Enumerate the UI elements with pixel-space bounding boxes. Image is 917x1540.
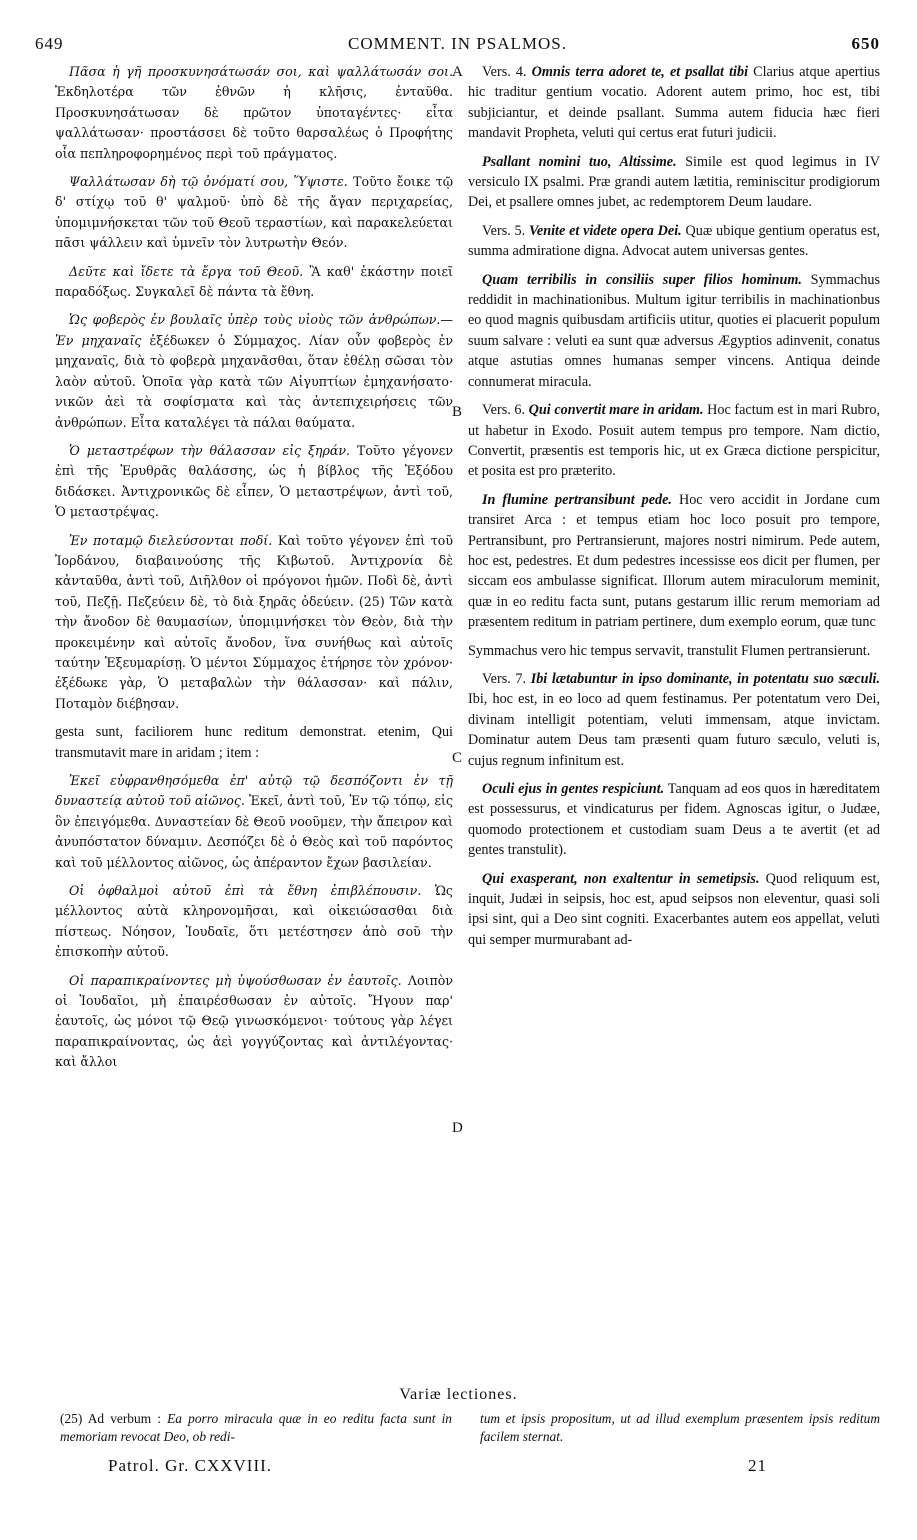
commentary-text: Symmachus reddidit in machinationibus. Multum igitur terribilis in machinationbus eo quod magnis quibusdam artificiis utitur, quoties ei placuerit populum suum salvare : veluti ea sunt quæ adversus Ægyptios adinvenit, conatus atque astutias omnes humanas semper vincens. Antiqua deinde connumerat miracula. bbox=[468, 271, 880, 390]
lemma: Ὡς φοβερὸς ἐν βουλαῖς ὑπὲρ τοὺς υἱοὺς τῶν ἀνθρώπων.—Ἐν μηχαναῖς bbox=[55, 312, 453, 348]
lemma: Πᾶσα ἡ γῆ προσκυνησάτωσάν σοι, καὶ ψαλλάτωσάν σοι. bbox=[69, 64, 453, 79]
margin-letter-c: C bbox=[452, 750, 463, 766]
latin-column bbox=[468, 62, 880, 1387]
paragraph bbox=[55, 722, 453, 763]
lemma: Δεῦτε καὶ ἴδετε τὰ ἔργα τοῦ Θεοῦ. bbox=[69, 263, 304, 279]
paragraph bbox=[468, 221, 880, 262]
lemma: Οἱ ὀφθαλμοὶ αὐτοῦ ἐπὶ τὰ ἔθνη ἐπιβλέπουσιν. bbox=[69, 883, 422, 899]
running-title: COMMENT. IN PSALMOS. bbox=[348, 34, 567, 53]
commentary-text: gesta sunt, faciliorem hunc reditum demonstrat. etenim, Qui transmutavit mare in aridam ; item : bbox=[55, 724, 453, 761]
commentary-text: Καὶ τοῦτο γέγονεν ἐπὶ τοῦ Ἰορδάνου, διαβαινούσης τῆς Κιβωτοῦ. Ἀντιχρονία δὲ κἀνταῦθα, ἀντὶ τοῦ, Διῆλθον οἱ πρόγονοι ἡμῶν. Ποδὶ δὲ, ἀντὶ τοῦ, Πεζῇ. Πεζεύειν δὲ, τὸ διὰ ξηρᾶς ὁδεύειν. (25) Τῶν κατὰ τὴν ἄνοδον δὲ θαυμασίων, ὑπομιμνήσκει τὸν Θεὸν, διὰ τὴν προκειμένην καὶ αὐτοῖς ἄνοδον, ἵνα συνήθως καὶ αὐτοῖς ταύτην Ἐξευμαρίσῃ. Ὁ μέντοι Σύμμαχος ἐτήρησε τὸν χρόνον· ἐξέδωκε γὰρ, Ὁ μεταβαλὼν τὴν θάλασσαν· καὶ πάλιν, Ποταμὸν διέβησαν. bbox=[55, 532, 453, 711]
lemma: Quam terribilis in consiliis super filios hominum. bbox=[482, 271, 802, 288]
paragraph bbox=[55, 881, 453, 963]
commentary-text: Τοῦτο ἔοικε τῷ δ' στίχῳ τοῦ θ' ψαλμοῦ· ὑπὸ δὲ τῆς ἄγαν περιχαρείας, ὑπομιμνήσκεται τῶν τοῦ Θεοῦ τεραστίων, καὶ παρακελεύεται πᾶσι ψάλλειν καὶ ὑμνεῖν τὸν λυτρωτὴν Θεόν. bbox=[55, 174, 453, 251]
paragraph bbox=[468, 62, 880, 144]
paragraph bbox=[468, 152, 880, 213]
lemma: Ibi lætabuntur in ipso dominante, in potentatu suo sæculi. bbox=[530, 670, 880, 687]
commentary-text: Quæ ubique gentium operatus est, summa admiratione digna. Advocat autem universas gentes. bbox=[468, 222, 880, 260]
commentary-text: Quod reliquum est, inquit, Judæi in seipsis, hoc est, apud seipsos non eleventur, quasi soli ipsi sint, qui a Deo sint cogniti. Exacerbantes autem eos appellat, veluti qui semper murmurabant ad- bbox=[468, 870, 880, 948]
footnote-left-text: Ea porro miracula quæ in eo reditu facta sunt in memoriam revocat Deo, ob redi- bbox=[60, 1411, 452, 1444]
page-number-left: 649 bbox=[35, 34, 64, 53]
commentary-text: Simile est quod legimus in IV versiculo IX psalmi. Præ grandi autem lætitia, reminiscitur prodigiorum Dei, et psallere omnes jubet, ac redemptorem Deum laudare. bbox=[468, 153, 880, 211]
footer-signature: 21 bbox=[748, 1456, 767, 1475]
lemma: Ψαλλάτωσαν δὴ τῷ ὀνόματί σου, Ὕψιστε. bbox=[69, 174, 348, 190]
lemma: Oculi ejus in gentes respiciunt. bbox=[482, 781, 665, 797]
paragraph bbox=[468, 270, 880, 392]
page-header bbox=[35, 34, 880, 56]
paragraph bbox=[55, 441, 453, 523]
commentary-text: Tanquam ad eos quos in hæreditatem est possessurus, et vindicaturus per fidem. Agnoscas igitur, o Judæe, quomodo protectionem et custodiam suam Deus a te avertit (et ad gentes transtulit). bbox=[468, 781, 880, 859]
lemma: Qui exasperant, non exaltentur in semetipsis. bbox=[482, 870, 760, 887]
verse-number: Vers. 4. bbox=[482, 64, 527, 80]
lemma: Qui convertit mare in aridam. bbox=[528, 402, 704, 419]
page-number-right: 650 bbox=[851, 34, 880, 53]
footer-volume: Patrol. Gr. CXXVIII. bbox=[108, 1456, 273, 1475]
paragraph bbox=[55, 310, 453, 432]
footnote-number: (25) Ad verbum : bbox=[60, 1411, 161, 1426]
commentary-text: Hoc vero accidit in Jordane cum transiret Arca : et tempus etiam hoc loco posuit pro tempore, Pertransibunt, pro Pertransierunt, majores nostri nimirum. Pede autem, hoc est, pedestres. Et dum pedestres incessisse eos dicit per flumen, per siccam eos ambulasse significat. Illorum autem miraculorum meminit, quæ in eo reditu facta sunt, putans gestarum illic rerum memoriam ad præsentem reditum in patriam pertinere, dum exemplo eorum, quæ tunc bbox=[468, 491, 880, 631]
lemma: Psallant nomini tuo, Altissime. bbox=[482, 153, 677, 170]
paragraph bbox=[55, 262, 453, 303]
margin-letter-b: B bbox=[452, 404, 463, 420]
paragraph bbox=[468, 490, 880, 633]
commentary-text: Symmachus vero hic tempus servavit, transtulit Flumen pertransierunt. bbox=[468, 642, 871, 659]
paragraph bbox=[468, 779, 880, 861]
commentary-text: Hoc factum est in mari Rubro, ut habetur in Exodo. Posuit autem tempus pro tempore. Nam dictio, Convertit, præsentis est temporis hic, ut ex Græca dictione perspicitur, et posita est pro præterito. bbox=[468, 402, 880, 480]
lemma: Ὁ μεταστρέφων τὴν θάλασσαν εἰς ξηράν. bbox=[69, 442, 351, 458]
paragraph bbox=[55, 172, 453, 254]
commentary-text: ἐξέδωκεν ὁ Σύμμαχος. Λίαν οὖν φοβερὸς ἐν μηχαναῖς, διὰ τὸ φοβερὰ μηχανᾶσθαι, ὅταν ἐθέλῃ σῶσαι τὸν λαὸν αὐτοῦ. Ὁποῖα γὰρ κατὰ τῶν Αἰγυπτίων ἐμηχανήσατο· νικῶν ἀεὶ τὰ σοφίσματα καὶ τὰς ἀντεπιχειρήσεις τῶν ἀνθρώπων. Εἶτα καταλέγει τὰ πάλαι θαύματα. bbox=[55, 332, 453, 430]
commentary-text: Ἐκδηλοτέρα τῶν ἐθνῶν ἡ κλῆσις, ἐνταῦθα. Προσκυνησάτωσαν δὲ πρῶτον ὑποταγέντες· εἶτα ψαλλάτωσαν· προστάσσει δὲ τοῦτο θαρσαλέως ὁ Προφήτης οἷα πεπληροφορημένος περὶ τοῦ πράγματος. bbox=[55, 84, 453, 161]
variae-lectiones-title: Variæ lectiones. bbox=[399, 1386, 518, 1403]
paragraph bbox=[55, 531, 453, 715]
lemma: Ἐκεῖ εὐφρανθησόμεθα ἐπ' αὐτῷ τῷ δεσπόζοντι ἐν τῇ δυναστείᾳ αὐτοῦ τοῦ αἰῶνος. bbox=[55, 773, 453, 809]
greek-column bbox=[55, 62, 453, 1387]
paragraph bbox=[468, 400, 880, 482]
verse-number: Vers. 5. bbox=[482, 222, 526, 239]
paragraph bbox=[468, 869, 880, 951]
margin-letter-d: D bbox=[452, 1120, 463, 1136]
paragraph bbox=[55, 62, 453, 164]
paragraph bbox=[468, 641, 880, 661]
paragraph bbox=[468, 669, 880, 771]
commentary-text: Τοῦτο γέγονεν ἐπὶ τῆς Ἐρυθρᾶς θαλάσσης, ὡς ἡ βίβλος τῆς Ἐξόδου διδάσκει. Ἀντιχρονικῶς δὲ εἶπεν, Ὁ μεταστρέψων, ἀντὶ τοῦ, Ὁ μεταστρέψας. bbox=[55, 442, 453, 520]
lemma: In flumine pertransibunt pede. bbox=[482, 491, 672, 508]
commentary-text: Λοιπὸν οἱ Ἰουδαῖοι, μὴ ἐπαιρέσθωσαν ἐν αὐτοῖς. Ἤγουν παρ' ἑαυτοῖς, ὡς μόνοι τῷ Θεῷ γινωσκόμενοι· τούτους γὰρ λέγει παραπικραίνοντας, ὡς ἀεὶ γογγύζοντας καὶ ἀντιλέγοντας· καὶ ἄλλοι bbox=[55, 972, 453, 1070]
paragraph bbox=[55, 771, 453, 873]
commentary-text: Ὡς μέλλοντος αὐτὰ κληρονομῆσαι, καὶ οἰκειώσασθαι διὰ πίστεως. Νόησον, Ἰουδαῖε, ὅτι μετέστησεν ἀπὸ σοῦ τὴν ἐπισκοπὴν αὐτοῦ. bbox=[55, 883, 453, 960]
verse-number: Vers. 7. bbox=[482, 670, 527, 687]
lemma: Οἱ παραπικραίνοντες μὴ ὑψούσθωσαν ἐν ἑαυτοῖς. bbox=[69, 972, 402, 988]
verse-number: Vers. 6. bbox=[482, 402, 526, 419]
paragraph bbox=[55, 971, 453, 1073]
footnote-right: tum et ipsis propositum, ut ad illud exemplum præsentem ipsis reditum facilem sternat. bbox=[480, 1411, 880, 1444]
margin-letter-a: A bbox=[452, 64, 463, 80]
commentary-text: Ibi, hoc est, in eo loco ad quem festinamus. Per potentatum vero Dei, divinam intelligit potentiam, veluti immensam, atque invictam. Dominatur autem Deus tam præsenti quam futuro sæculo, veluti is, cujus regnum infinitum est. bbox=[468, 691, 880, 769]
lemma: Venite et videte opera Dei. bbox=[529, 222, 682, 239]
lemma: Omnis terra adoret te, et psallat tibi bbox=[531, 64, 749, 80]
lemma: Ἐν ποταμῷ διελεύσονται ποδί. bbox=[69, 532, 273, 548]
commentary-text: Clarius atque apertius hic traditur gentium vocatio. Adorent autem primo, hoc est, tibi subjiciantur, et deinde psallant. Summa autem fiducia hæc fieri mandavit Propheta, veluti qui certus erat futuri judicii. bbox=[468, 64, 880, 142]
commentary-text: Ἃ καθ' ἑκάστην ποιεῖ παραδόξως. Συγκαλεῖ δὲ πάντα τὰ ἔθνη. bbox=[55, 263, 453, 300]
footnote-left bbox=[60, 1410, 452, 1446]
commentary-text: Ἐκεῖ, ἀντὶ τοῦ, Ἐν τῷ τόπῳ, εἰς ὃν ἐπειγόμεθα. Δυναστείαν δὲ Θεοῦ νοοῦμεν, τὴν ἄπειρον καὶ ἀνυπόστατον δύναμιν. Δεσπόζει δὲ ὁ Θεὸς καὶ τοῦ παρόντος καὶ τοῦ μέλλοντος αἰῶνος, ὡς ἀπέραντον ἔχων βασιλείαν. bbox=[55, 793, 453, 870]
